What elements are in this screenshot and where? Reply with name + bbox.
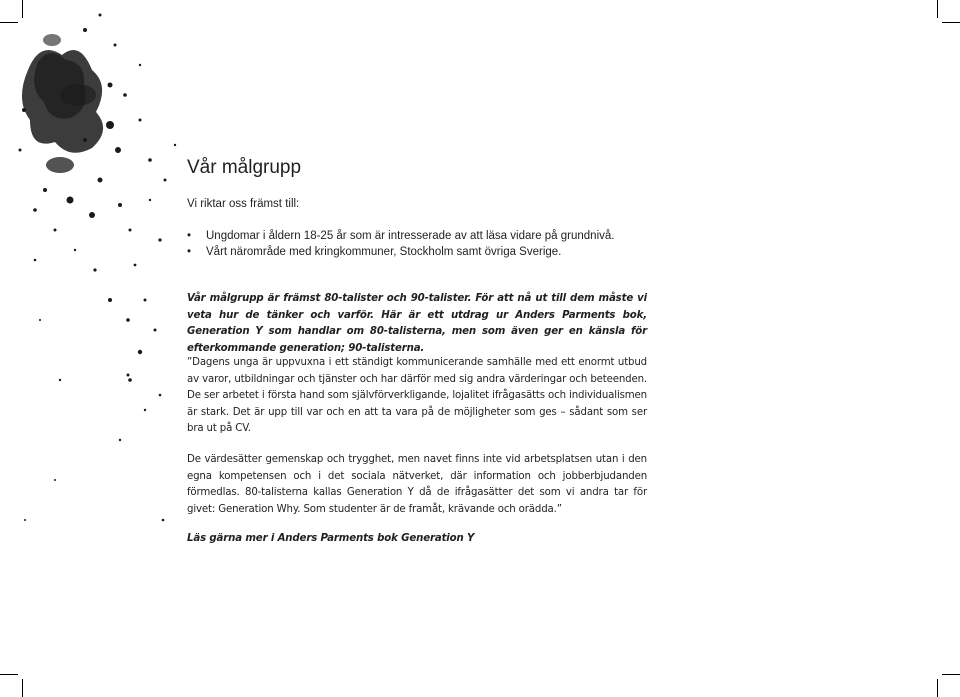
ink-splatter-decoration [0,0,200,697]
list-item: • Ungdomar i åldern 18-25 år som är intresserade av att läsa vidare på grundnivå. [187,229,614,245]
intro-text: Vi riktar oss främst till: [187,198,300,210]
quote-paragraph: De värdesätter gemenskap och trygghet, men navet finns inte vid arbetsplatsen utan i den egna kompetensen och i det sociala nätverket, där information och jobberbjudanden förmedlas. 80-talisterna kallas Generation Y då de ifrågasätter det som vi andra tar för givet: Generation Why. Som studenter är de framåt, krävande och orädda.” [187,454,647,515]
target-group-list [187,229,614,260]
quote-paragraph: ”Dagens unga är uppvuxna i ett ständigt kommunicerande samhälle med ett enormt utbud av varor, utbildningar och tjänster och har därför med sig andra värderingar och beteenden. De ser arbetet i första hand som självförverkligande, lojalitet ifrågasätts och individualismen är stark. Det är upp till var och en att ta vara på de möjligheter som ges – sådant som ser bra ut på CV. [187,357,647,434]
reading-tip: Läs gärna mer i Anders Parments bok Generation Y [187,533,475,544]
list-item: • Vårt närområde med kringkommuner, Stockholm samt övriga Sverige. [187,245,614,261]
intro-paragraph: Vår målgrupp är främst 80-talister och 90-talister. För att nå ut till dem måste vi veta hur de tänker och varför. Här är ett utdrag ur Anders Parments bok, Generation Y som handlar om 80-talisterna, men som även ger en känsla för efterkommande generation; 90-talisterna. [187,293,647,354]
page-title: Vår målgrupp [187,157,302,178]
